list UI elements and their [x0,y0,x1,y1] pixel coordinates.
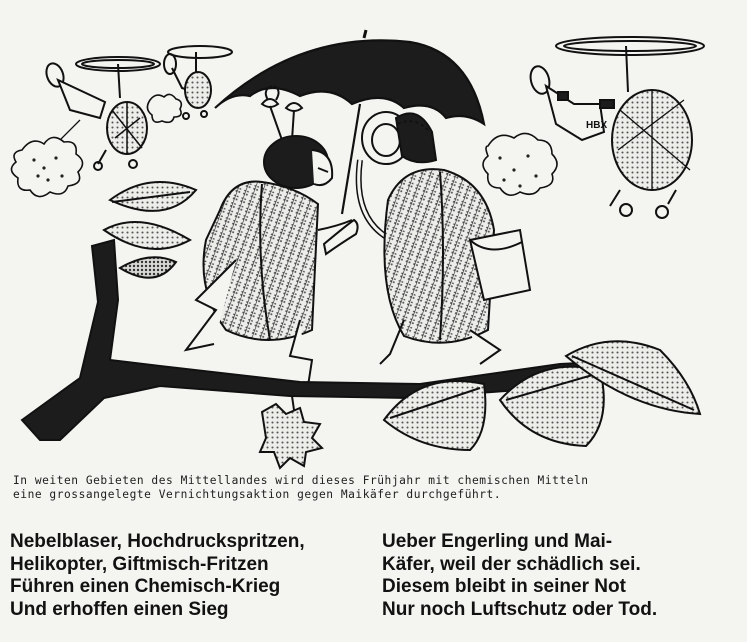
poem-line: Und erhoffen einen Sieg [10,598,229,620]
helicopter-large-right [528,37,704,218]
poem-line: Helikopter, Giftmisch-Fritzen [10,553,269,575]
poem-line: Nur noch Luftschutz oder Tod. [382,598,658,620]
poem-line: Käfer, weil der schädlich sei. [382,553,641,575]
spray-cloud-right [483,133,557,195]
poem-stanza-right [382,531,657,621]
caption-line-2: eine grossangelegte Vernichtungsaktion gegen Maikäfer durchgeführt. [13,488,502,501]
poem-stanza-left [10,531,305,621]
poem-line: Nebelblaser, Hochdruckspritzen, [10,531,305,552]
caption [13,474,738,502]
caption-line-1: In weiten Gebieten des Mittellandes wird dieses Frühjahr mit chemischen Mitteln [13,474,589,487]
poem-line: Diesem bleibt in seiner Not [382,576,626,597]
helicopter-marking: HBX [586,120,608,131]
poem-line: Führen einen Chemisch-Krieg [10,576,281,597]
beetle-left [186,86,358,386]
poem-line: Ueber Engerling und Mai- [382,531,613,552]
